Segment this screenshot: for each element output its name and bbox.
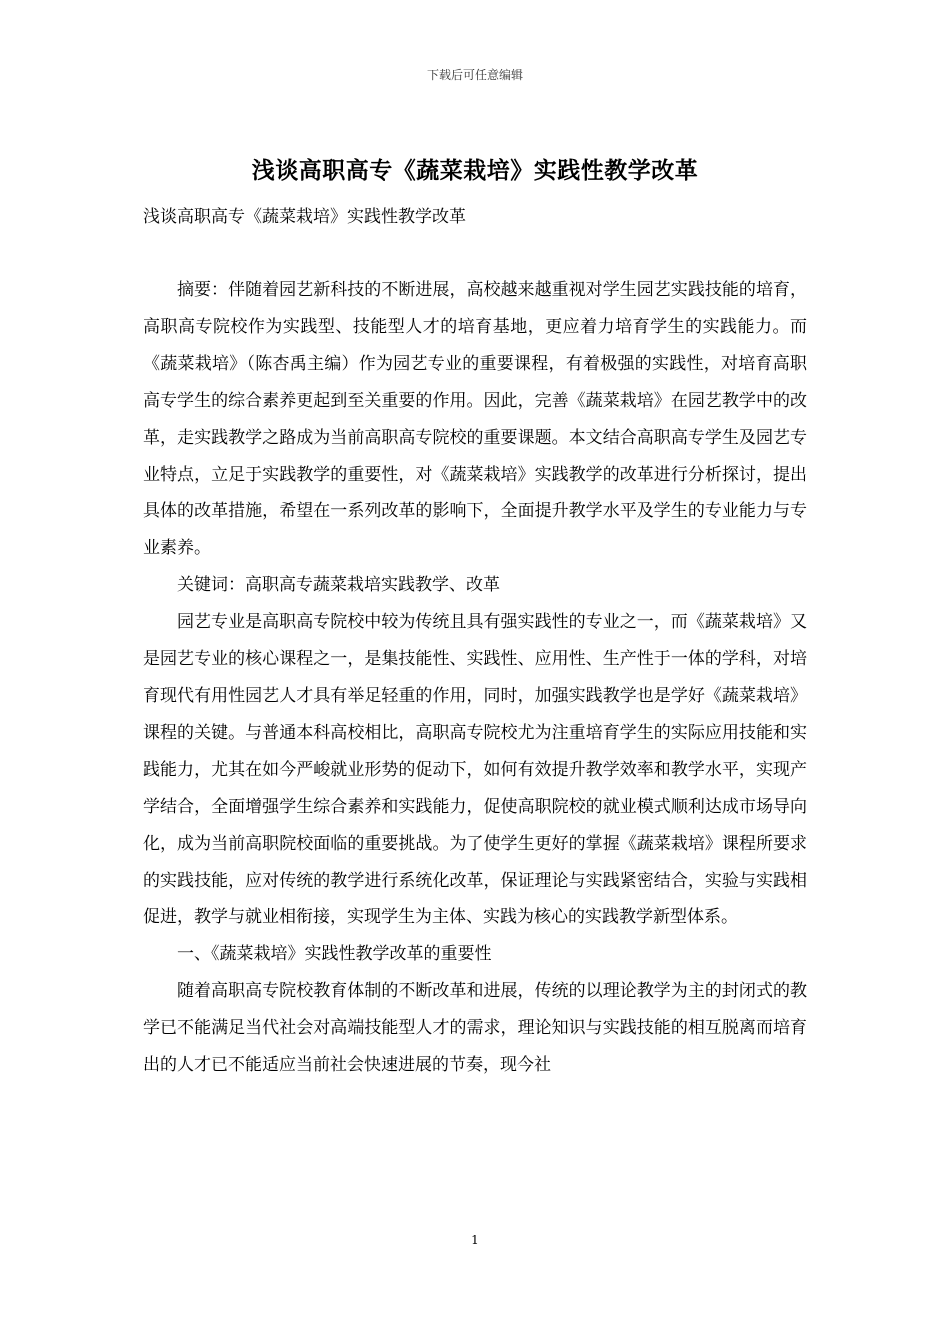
intro-paragraph: 园艺专业是高职高专院校中较为传统且具有强实践性的专业之一，而《蔬菜栽培》又是园艺专业的核心课程之一，是集技能性、实践性、应用性、生产性于一体的学科，对培育现代有用性园艺人才具有举足轻重的作用，同时，加强实践教学也是学好《蔬菜栽培》课程的关键。与普通本科高校相比，高职高专院校尤为注重培育学生的实际应用技能和实践能力，尤其在如今严峻就业形势的促动下，如何有效提升教学效率和教学水平，实现产学结合，全面增强学生综合素养和实践能力，促使高职院校的就业模式顺利达成市场导向化，成为当前高职院校面临的重要挑战。为了使学生更好的掌握《蔬菜栽培》课程所要求的实践技能，应对传统的教学进行系统化改革，保证理论与实践紧密结合，实验与实践相促进，教学与就业相衔接，实现学生为主体、实践为核心的实践教学新型体系。 [143,612,807,928]
section-paragraph: 随着高职高专院校教育体制的不断改革和进展，传统的以理论教学为主的封闭式的教学已不能满足当代社会对高端技能型人才的需求，理论知识与实践技能的相互脱离而培育出的人才已不能适应当前社会快速进展的节奏，现今社 [143,981,807,1076]
document-title: 浅谈高职高专《蔬菜栽培》实践性教学改革 [251,157,699,184]
document-subtitle: 浅谈高职高专《蔬菜栽培》实践性教学改革 [143,207,466,227]
section-heading: 一、《蔬菜栽培》实践性教学改革的重要性 [177,944,492,965]
document-body [143,272,807,1084]
page-number: 1 [471,1233,479,1247]
abstract-paragraph: 摘要：伴随着园艺新科技的不断进展，高校越来越重视对学生园艺实践技能的培育，高职高专院校作为实践型、技能型人才的培育基地，更应着力培育学生的实践能力。而《蔬菜栽培》（陈杏禹主编）作为园艺专业的重要课程，有着极强的实践性，对培育高职高专学生的综合素养更起到至关重要的作用。因此，完善《蔬菜栽培》在园艺教学中的改革，走实践教学之路成为当前高职高专院校的重要课题。本文结合高职高专学生及园艺专业特点，立足于实践教学的重要性，对《蔬菜栽培》实践教学的改革进行分析探讨，提出具体的改革措施，希望在一系列改革的影响下，全面提升教学水平及学生的专业能力与专业素养。 [143,280,807,559]
header-note: 下载后可任意编辑 [426,68,523,82]
keywords-paragraph: 关键词：高职高专蔬菜栽培实践教学、改革 [177,575,500,596]
